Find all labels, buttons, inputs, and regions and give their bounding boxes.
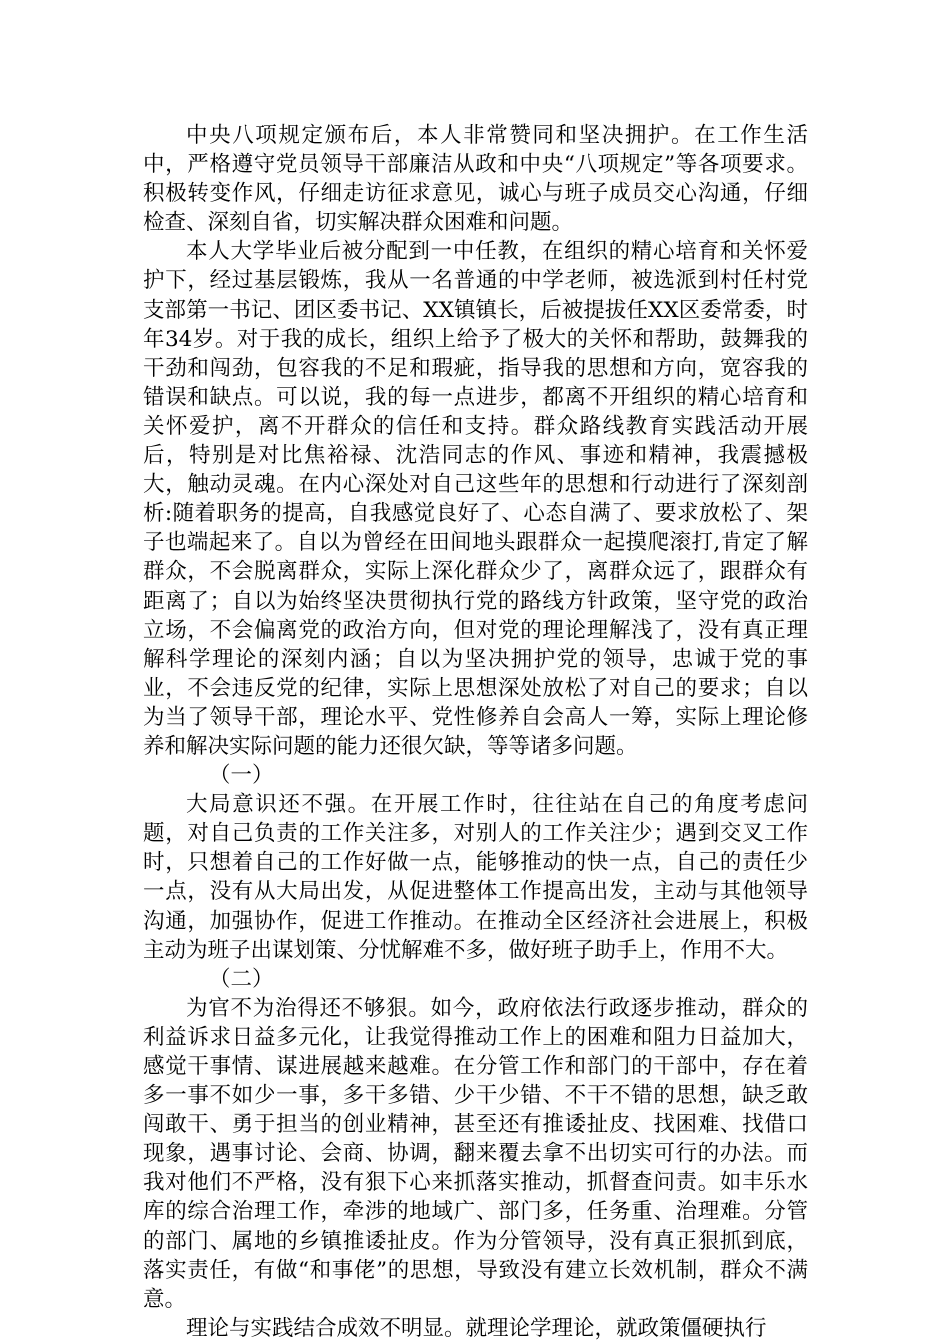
section-heading: （二）	[209, 966, 274, 992]
paragraph: 为官不为治得还不够狠。如今，政府依法行政逐步推动，群众的利益诉求日益多元化，让我觉得推动工作上的困难和阻力日益加大，感觉干事情、谋进展越来越难。在分管工作和部门的干部中，存在着多一事不如少一事，多干多错、少干少错、不干不错的思想，缺乏敢闯敢干、勇于担当的创业精神，甚至还有推诿扯皮、找困难、找借口现象，遇事讨论、会商、协调，翻来覆去拿不出切实可行的办法。而我对他们不严格，没有狠下心来抓落实推动，抓督查问责。如丰乐水库的综合治理工作，牵涉的地域广、部门多，任务重、治理难。分管的部门、属地的乡镇推诿扯皮。作为分管领导，没有真正狠抓到底，落实责任，有做“和事佬”的思想，导致没有建立长效机制，群众不满意。	[143, 995, 808, 1312]
paragraph: 大局意识还不强。在开展工作时，往往站在自己的角度考虑问题，对自己负责的工作关注多，对别人的工作关注少；遇到交叉工作时，只想着自己的工作好做一点，能够推动的快一点，自己的责任少一点，没有从大局出发，从促进整体工作提高出发，主动与其他领导沟通，加强协作，促进工作推动。在推动全区经济社会进展上，积极主动为班子出谋划策、分忧解难不多，做好班子助手上，作用不大。	[143, 792, 808, 963]
paragraph: 中央八项规定颁布后，本人非常赞同和坚决拥护。在工作生活中，严格遵守党员领导干部廉洁从政和中央“八项规定”等各项要求。积极转变作风，仔细走访征求意见，诚心与班子成员交心沟通，仔细检查、深刻自省，切实解决群众困难和问题。	[143, 123, 808, 236]
paragraph: 理论与实践结合成效不明显。就理论学理论，就政策僵硬执行	[186, 1315, 767, 1341]
section-heading: （一）	[209, 763, 274, 789]
paragraph: 本人大学毕业后被分配到一中任教，在组织的精心培育和关怀爱护下，经过基层锻炼，我从一名普通的中学老师，被选派到村任村党支部第一书记、团区委书记、XX镇镇长，后被提拔任XX区委常委，时年34岁。对于我的成长，组织上给予了极大的关怀和帮助，鼓舞我的干劲和闯劲，包容我的不足和瑕疵，指导我的思想和方向，宽容我的错误和缺点。可以说，我的每一点进步，都离不开组织的精心培育和关怀爱护，离不开群众的信任和支持。群众路线教育实践活动开展后，特别是对比焦裕禄、沈浩同志的作风、事迹和精神，我震撼极大，触动灵魂。在内心深处对自己这些年的思想和行动进行了深刻剖析:随着职务的提高，自我感觉良好了、心态自满了、要求放松了、架子也端起来了。自以为曾经在田间地头跟群众一起摸爬滚打,肯定了解群众，不会脱离群众，实际上深化群众少了，离群众远了，跟群众有距离了；自以为始终坚决贯彻执行党的路线方针政策，坚守党的政治立场，不会偏离党的政治方向，但对党的理论理解浅了，没有真正理解科学理论的深刻内涵；自以为坚决拥护党的领导，忠诚于党的事业，不会违反党的纪律，实际上思想深处放松了对自己的要求；自以为当了领导干部，理论水平、党性修养自会高人一筹，实际上理论修养和解决实际问题的能力还很欠缺，等等诸多问题。	[143, 239, 808, 759]
document-body	[143, 121, 808, 1343]
